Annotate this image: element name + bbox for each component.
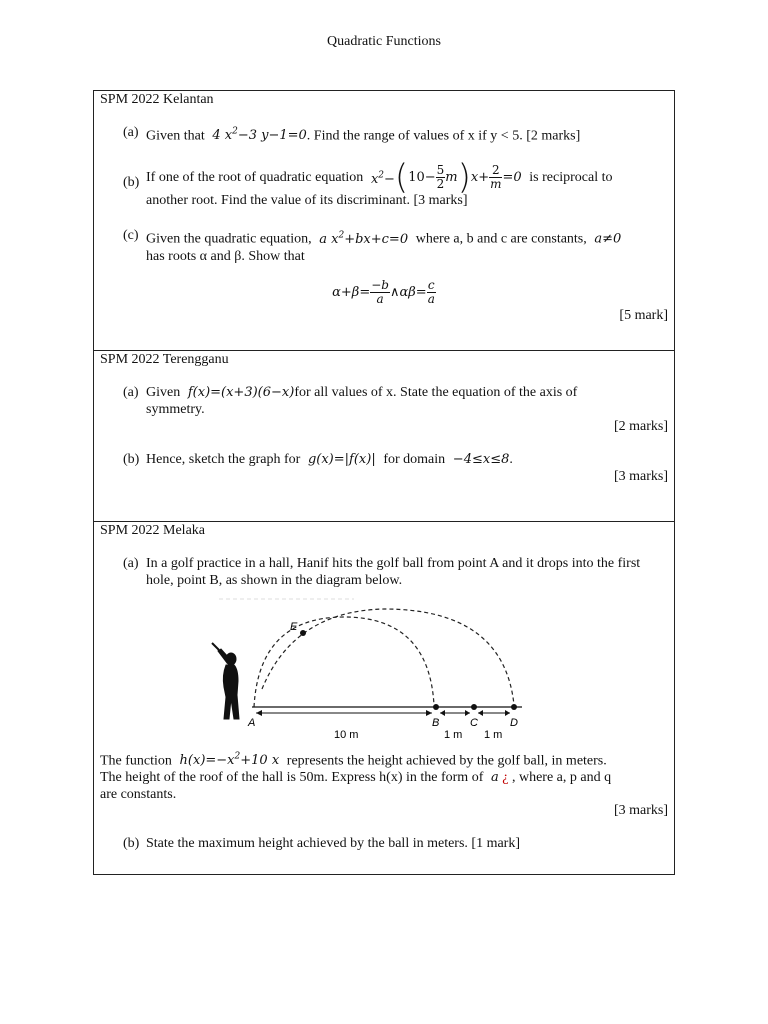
question-text: for all values of x. State the equation of the axis of [294, 385, 578, 400]
question-text: . [509, 452, 513, 467]
section-kelantan [94, 91, 674, 351]
question-text: If one of the root of quadratic equation [146, 170, 364, 186]
question-a [123, 124, 668, 144]
marks: [2 marks] [613, 419, 668, 434]
equation: g(x)=|f(x)| [303, 452, 380, 467]
section-melaka [94, 522, 674, 874]
point-d-marker [511, 704, 517, 710]
question-text: Given the quadratic equation, [146, 231, 312, 247]
label-point-c: C [470, 717, 478, 729]
question-text: for domain [383, 452, 446, 467]
section-title: SPM 2022 Kelantan [100, 92, 214, 107]
function-paragraph [100, 749, 668, 803]
equation: 4 $x^2-3$ y−1=0 [208, 127, 307, 144]
question-c [123, 227, 668, 264]
question-label: (b) [123, 452, 140, 467]
point-e-marker [300, 630, 306, 636]
equation: f(x)=(x+3)(6−x) [183, 385, 295, 400]
fraction: $\frac{5}{2}$ [436, 163, 445, 192]
question-text: another root. Find the value of its discriminant. [3 marks] [146, 193, 468, 209]
label-dist-ab: 10 m [334, 729, 359, 741]
marks: [3 marks] [613, 803, 668, 819]
identity-equation: α+β= $\frac{-b}{a}$ ∧αβ= $\frac{c}{a}$ [332, 277, 435, 306]
question-a [123, 384, 668, 418]
question-b [123, 835, 668, 852]
question-text: has roots α and β. Show that [146, 248, 305, 264]
equation: $x^2-$ [366, 170, 395, 187]
question-text: The height of the roof of the hall is 50m. Express h(x) in the form of [100, 770, 484, 786]
question-text: In a golf practice in a hall, Hanif hits the golf ball from point A and it drops into the first hole, point B, as shown in the diagram below. [146, 556, 641, 588]
question-a [123, 555, 668, 589]
question-text: State the maximum height achieved by the ball in meters. [1 mark] [146, 836, 521, 852]
question-text: Hence, sketch the graph for [146, 452, 301, 467]
marks: [5 mark] [619, 307, 668, 323]
question-label: (b) [123, 836, 140, 852]
question-text: Given [146, 385, 181, 400]
equation: a≠0 [590, 231, 622, 247]
question-label: (c) [123, 228, 139, 244]
label-point-a: A [248, 717, 256, 729]
marks: [3 marks] [613, 469, 668, 484]
equation: −4≤x≤8 [448, 452, 510, 467]
question-text: . Find the range of values of x if y < 5. [2 marks] [306, 128, 581, 144]
question-label: (a) [123, 125, 139, 140]
section-terengganu [94, 351, 674, 522]
point-b-marker [433, 704, 439, 710]
equation: a $x^2+bx+c=0$ [315, 230, 413, 247]
question-label: (a) [123, 556, 139, 571]
question-text: symmetry. [146, 402, 205, 417]
equation: $h(x)=-x^2+10$ x [175, 752, 284, 769]
question-text: are constants. [100, 787, 177, 803]
label-point-e: E [290, 621, 298, 633]
section-title: SPM 2022 Terengganu [100, 352, 229, 367]
label-point-d: D [510, 717, 518, 729]
label-dist-cd: 1 m [484, 729, 503, 741]
error-symbol: ¿ [502, 770, 509, 786]
equation: a [486, 770, 499, 786]
fraction: $\frac{2}{m}$ [490, 163, 502, 192]
question-text: represents the height achieved by the golf ball, in meters. [286, 753, 607, 769]
paren: ( [394, 157, 409, 198]
section-title: SPM 2022 Melaka [100, 523, 205, 538]
paren: ) [457, 157, 471, 198]
question-text: is reciprocal to [529, 170, 613, 186]
page-title: Quadratic Functions [327, 34, 441, 49]
label-point-b: B [432, 717, 440, 729]
question-text: where a, b and c are constants, [415, 231, 587, 247]
point-c-marker [471, 704, 477, 710]
question-text: , where a, p and q [511, 770, 612, 786]
question-label: (a) [123, 385, 139, 400]
question-text: The function [100, 753, 172, 769]
question-table [93, 90, 675, 875]
question-label: (b) [123, 175, 140, 191]
question-text: Given that [146, 128, 205, 144]
question-b [123, 451, 668, 468]
label-dist-bc: 1 m [444, 729, 463, 741]
golf-diagram [204, 597, 534, 745]
question-b: (b) If one of the root of quadratic equation $x^2-(10-$ $\frac{5}{2}$ m)x+ $\frac{2}{m}$ =0 is reciprocal to another root. Find the value of its discriminant. [3 marks] [123, 164, 668, 209]
